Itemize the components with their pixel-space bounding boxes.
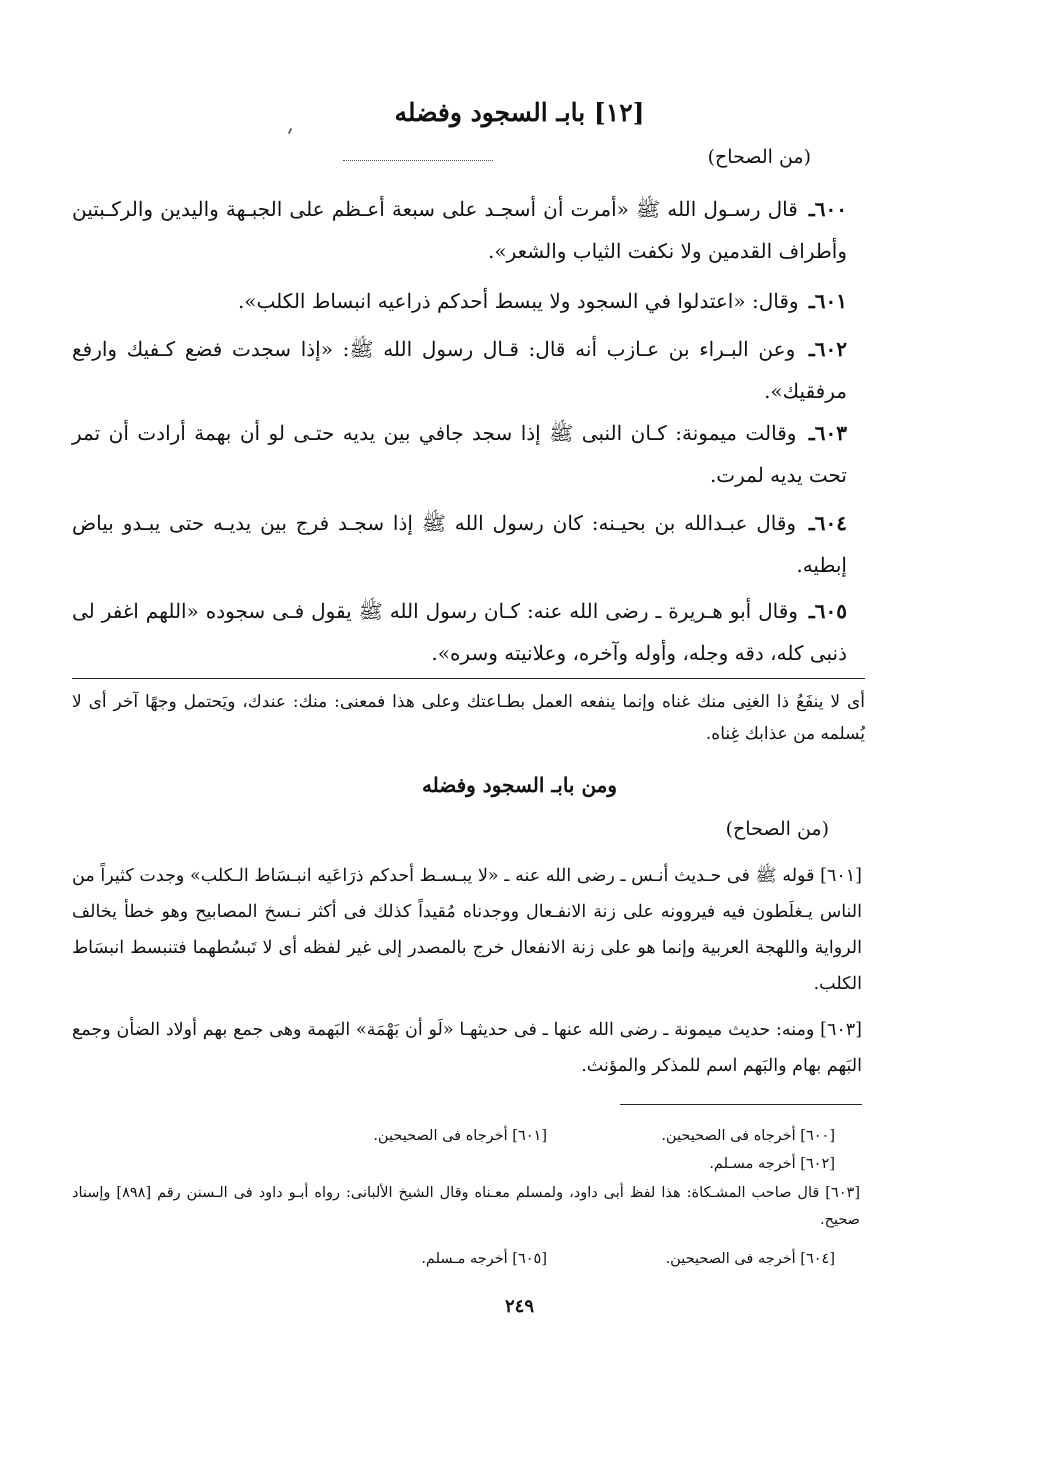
commentary-ref: [٦٠١] bbox=[820, 866, 862, 886]
commentary-ref: [٦٠٣] bbox=[820, 1020, 862, 1040]
commentary-text: ومنه: حديث ميمونة ـ رضى الله عنها ـ فى حديثهـا «لَو أن بَهْمَة» البَهمة وهى جمع بهم أولاد الضأن وجمع البَهم بهام والبَهم اسم للمذكر والمؤنث. bbox=[72, 1020, 862, 1076]
commentary-603 bbox=[72, 1012, 862, 1084]
scan-speck bbox=[288, 128, 292, 134]
hadith-text: قال رسـول الله ﷺ «أمرت أن أسجـد على سبعة أعـظم على الجبـهة واليدين والركـبتين وأطراف القدمين ولا نكفت الثياب والشعر». bbox=[72, 197, 847, 263]
hadith-text: وقال عبـدالله بن بحيـنه: كان رسول الله ﷺ إذا سجـد فرج بين يديـه حتى يبـدو بياض إبطيه. bbox=[72, 511, 847, 577]
hadith-text: وقال: «اعتدلوا في السجود ولا يبسط أحدكم ذراعيه انبساط الكلب». bbox=[237, 289, 799, 313]
hadith-number: ٦٠٣ـ bbox=[808, 421, 848, 445]
commentary-text: قوله ﷺ فى حـديث أنـس ـ رضى الله عنه ـ «لا يبـسـط أحدكم ذرَاعَيه انبـسَاط الـكلب» وجدت كثيراً من الناس يـغلَطون فيه فيروونه على زنة الانفـعال ووجدناه مُقيداً كذلك فى أكثر نـسخ المصابيح وهو خطأ يخالف الرواية واللهجة العربية وإنما هو على زنة الانفعال خرج بالمصدر إلى غير لفظه أى لا تَبسُطهما فتنبسط انبسَاط الكلب. bbox=[72, 866, 862, 994]
hadith-number: ٦٠١ـ bbox=[808, 289, 847, 313]
hadith-600 bbox=[72, 188, 847, 272]
footnote-604: [٦٠٤] أخرجه فى الصحيحين. bbox=[665, 1251, 835, 1267]
commentary-601 bbox=[72, 858, 862, 1002]
footnote-603: [٦٠٣] قال صاحب المشـكاة: هذا لفظ أبى داود، ولمسلم معـناه وقال الشيخ الألبانى: رواه أبـو داود فى الـسنن رقم [٨٩٨] وإسناد صحيح. bbox=[72, 1185, 860, 1228]
hadith-603 bbox=[72, 412, 847, 496]
hadith-text: وقالت ميمونة: كـان النبى ﷺ إذا سجد جافي بين يديه حتـى لو أن بهمة أرادت أن تمر تحت يديه لمرت. bbox=[72, 421, 847, 487]
hadith-602 bbox=[72, 328, 847, 412]
hadith-text: وقال أبو هـريرة ـ رضى الله عنه: كـان رسول الله ﷺ يقول فـى سجوده «اللهم اغفر لى ذنبى كله، دقه وجله، وأوله وآخره، وعلانيته وسره». bbox=[72, 599, 847, 665]
footnote-601: [٦٠١] أخرجاه فى الصحيحين. bbox=[373, 1128, 547, 1144]
section1-source-label: (من الصحاح) bbox=[707, 146, 811, 168]
hadith-text: وعن البـراء بن عـازب أنه قال: قـال رسول الله ﷺ: «إذا سجدت فضع كـفيك وارفع مرفقيك». bbox=[72, 337, 847, 403]
footnote-600: [٦٠٠] أخرجاه فى الصحيحين. bbox=[661, 1128, 835, 1144]
section2-source-label: (من الصحاح) bbox=[725, 818, 829, 840]
page-number: ٢٤٩ bbox=[504, 1296, 534, 1317]
footnote-rule bbox=[620, 1104, 862, 1105]
hadith-number: ٦٠٥ـ bbox=[808, 599, 847, 623]
title-dotted-rule bbox=[343, 160, 493, 161]
section2-title: ومن بابـ السجود وفضله bbox=[421, 773, 618, 797]
previous-page-note: أى لا ينفَعُ ذا الغنِى منك غناه وإنما ينفعه العمل بطـاعتك وعلى هذا فمعنى: منك: عندك، ويَحتمل وجهًا آخر أى لا يُسلمه من عذابك غِناه. bbox=[72, 692, 865, 744]
separator-rule bbox=[72, 678, 865, 679]
hadith-number: ٦٠٢ـ bbox=[808, 337, 848, 361]
hadith-number: ٦٠٤ـ bbox=[808, 511, 847, 535]
footnote-602: [٦٠٢] أخرجه مسـلم. bbox=[709, 1156, 835, 1172]
chapter-title: [١٢] بابـ السجود وفضله bbox=[394, 98, 645, 127]
hadith-605 bbox=[72, 590, 847, 674]
hadith-number: ٦٠٠ـ bbox=[808, 197, 847, 221]
footnote-605: [٦٠٥] أخرجه مـسلم. bbox=[421, 1251, 547, 1267]
hadith-601 bbox=[72, 280, 847, 322]
hadith-604 bbox=[72, 502, 847, 586]
